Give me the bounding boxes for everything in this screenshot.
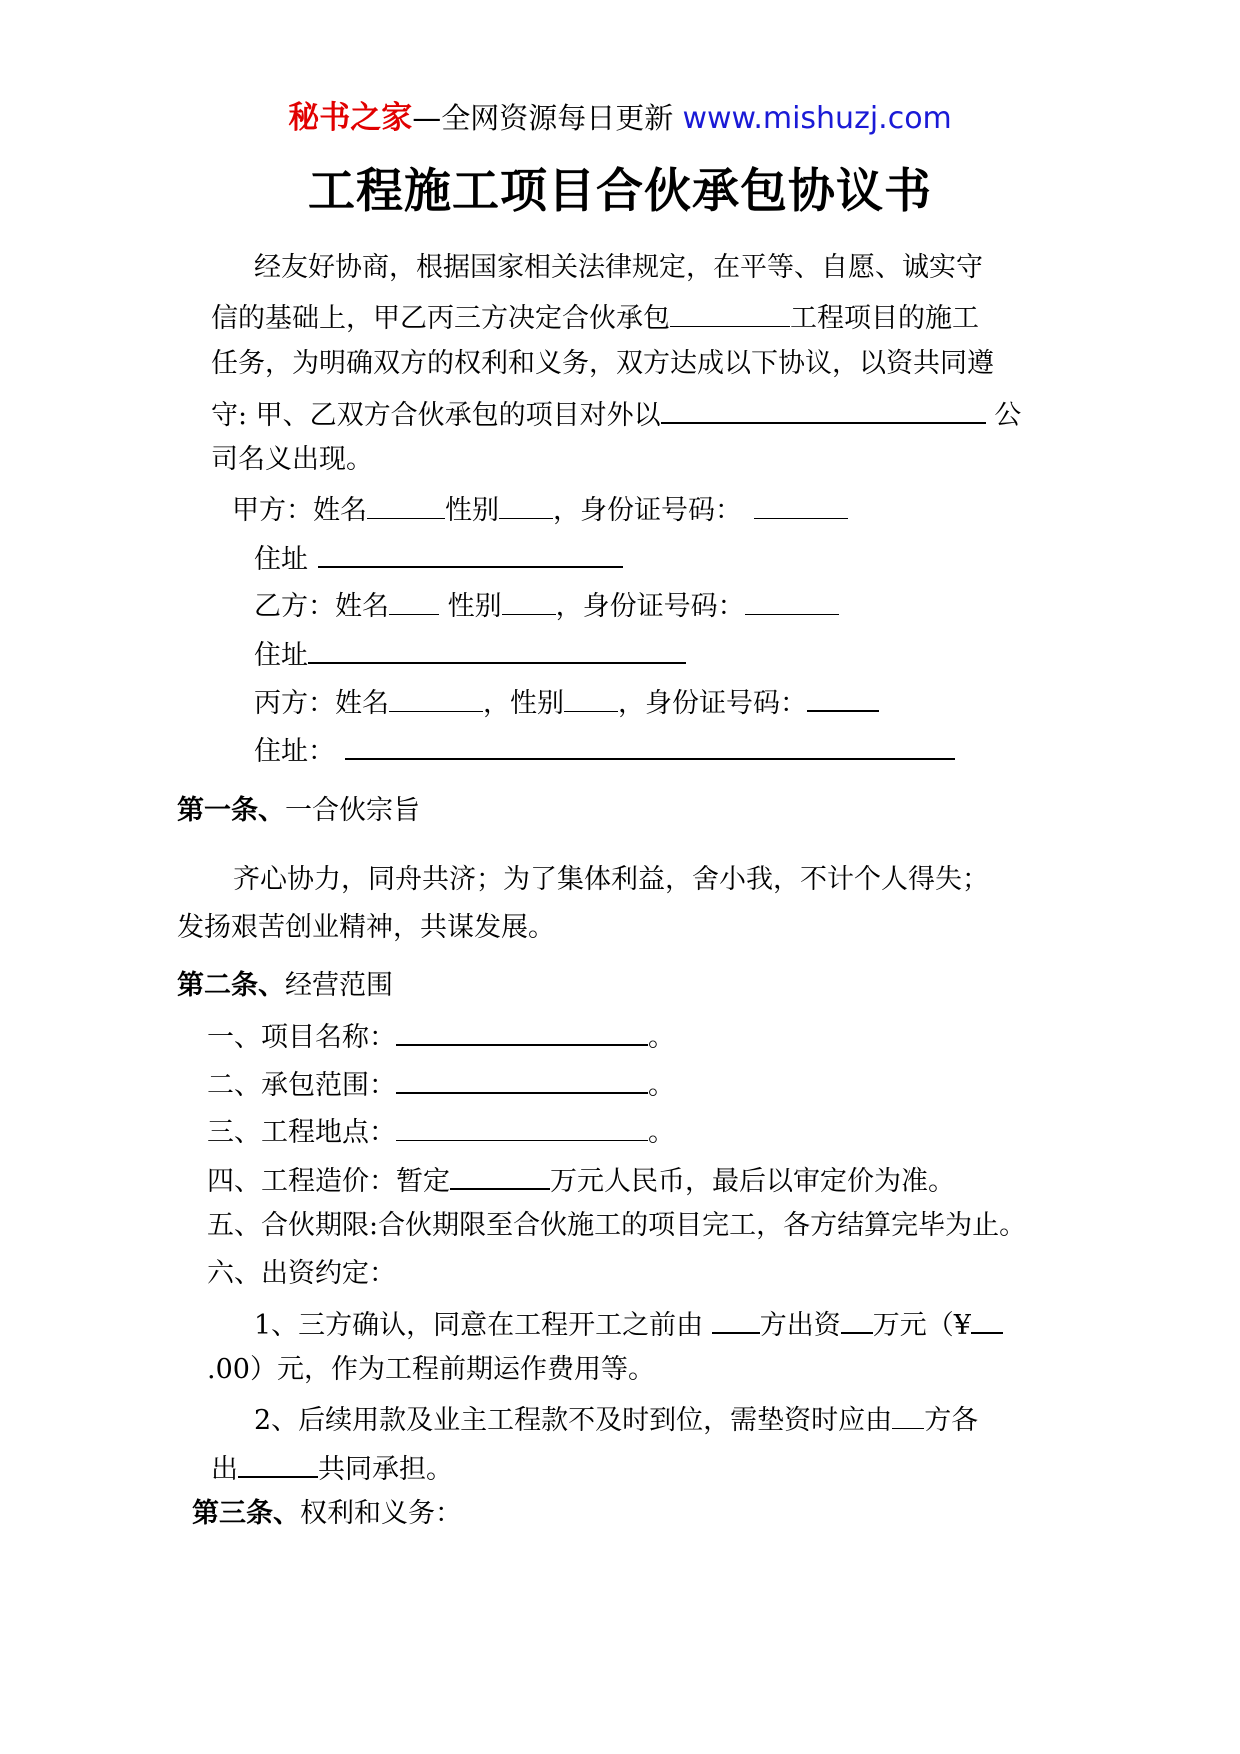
intro-text-4b: 公 [994, 400, 1022, 431]
party-a-address-label: 住址 [254, 544, 308, 575]
intro-text-2a: 信的基础上，甲乙丙三方决定合伙承包 [211, 303, 670, 334]
article-2-item-2 [207, 1062, 675, 1106]
project-name-label: 一、项目名称： [207, 1022, 396, 1053]
party-a-address-blank[interactable] [318, 536, 623, 568]
article-1-text-1: 齐心协力，同舟共济；为了集体利益，舍小我，不计个人得失； [233, 864, 989, 895]
party-a-line [232, 488, 848, 531]
intro-line-2 [211, 296, 979, 339]
document-title: 工程施工项目合伙承包协议书 [308, 164, 932, 219]
partnership-term-text: 五、合伙期限:合伙期限至合伙施工的项目完工，各方结算完毕为止。 [207, 1210, 1027, 1241]
sub-2-text-c: 出 [211, 1454, 238, 1485]
article-2-item-1 [207, 1014, 675, 1058]
article-3-heading [192, 1494, 462, 1534]
intro-text-3: 任务，为明确双方的权利和义务，双方达成以下协议，以资共同遵 [211, 348, 994, 379]
party-c-gender-label: ，性别 [483, 688, 564, 719]
funding-party-blank[interactable] [712, 1302, 760, 1334]
advance-party-blank[interactable] [892, 1398, 924, 1429]
party-b-address-label: 住址 [254, 640, 308, 671]
party-c-id-blank[interactable] [807, 680, 879, 712]
sub-1-text-c: 万元（¥ [872, 1310, 971, 1341]
party-c-id-label: ，身份证号码： [618, 688, 807, 719]
party-b-name-blank[interactable] [389, 584, 439, 615]
article-2-sub-1-cont [207, 1350, 655, 1390]
company-name-blank[interactable] [661, 392, 986, 424]
sub-2-text-d: 共同承担。 [318, 1454, 453, 1485]
intro-text-4a: 守: 甲、乙双方合伙承包的项目对外以 [211, 400, 661, 431]
intro-text-2b: 工程项目的施工 [790, 303, 979, 334]
party-a-id-label: ，身份证号码： [553, 495, 742, 526]
party-c-name-blank[interactable] [389, 681, 483, 712]
article-1-title: 一合伙宗旨 [285, 795, 420, 826]
party-a-name-blank[interactable] [367, 488, 445, 519]
article-2-item-4 [207, 1158, 955, 1202]
item-3-end: 。 [648, 1117, 675, 1148]
project-cost-label: 四、工程造价：暂定 [207, 1166, 450, 1197]
party-b-id-label: ，身份证号码： [555, 591, 745, 622]
intro-line-5 [211, 440, 373, 480]
article-3-number: 第三条、 [192, 1498, 300, 1529]
sub-2-text-a: 2、后续用款及业主工程款不及时到位，需垫资时应由 [254, 1405, 893, 1436]
sub-1-text-a: 1、三方确认，同意在工程开工之前由 [254, 1310, 712, 1341]
party-a-name-label: 甲方：姓名 [232, 495, 367, 526]
capital-agreement-label: 六、出资约定： [207, 1258, 396, 1289]
contract-scope-blank[interactable] [396, 1062, 648, 1094]
project-location-label: 三、工程地点： [207, 1117, 396, 1148]
party-c-address-blank[interactable] [345, 728, 955, 760]
article-3-title: 权利和义务： [300, 1498, 462, 1529]
article-2-number: 第二条、 [177, 970, 285, 1001]
project-cost-blank[interactable] [450, 1158, 550, 1190]
banner-url[interactable]: www.mishuzj.com [682, 101, 952, 136]
party-b-id-blank[interactable] [745, 584, 839, 615]
party-c-address-label: 住址： [254, 736, 335, 767]
sub-2-text-b: 方各 [924, 1405, 979, 1436]
party-b-address-line [254, 632, 686, 676]
project-title-blank[interactable] [396, 1014, 648, 1046]
sub-1-text-b: 方出资 [759, 1310, 841, 1341]
article-2-item-3 [207, 1110, 675, 1153]
intro-text-1: 经友好协商，根据国家相关法律规定，在平等、自愿、诚实守 [254, 252, 983, 283]
article-2-sub-2 [254, 1398, 978, 1441]
article-2-sub-1 [254, 1302, 1003, 1346]
party-c-name-label: 丙方：姓名 [254, 688, 389, 719]
intro-line-3 [211, 344, 994, 384]
banner-slogan: —全网资源每日更新 [412, 101, 674, 135]
party-b-name-label: 乙方：姓名 [254, 591, 389, 622]
site-banner [0, 98, 1240, 139]
funding-amount-blank[interactable] [841, 1302, 873, 1334]
party-c-address-line [254, 728, 955, 772]
party-a-gender-blank[interactable] [499, 488, 553, 519]
party-c-gender-blank[interactable] [564, 681, 618, 712]
article-2-sub-2-cont [211, 1446, 453, 1490]
article-1-text-2: 发扬艰苦创业精神，共谋发展。 [177, 912, 555, 943]
party-a-id-blank[interactable] [754, 488, 848, 519]
party-a-address-line [254, 536, 623, 580]
article-1-heading [177, 791, 420, 831]
item-2-end: 。 [648, 1070, 675, 1101]
intro-line-4 [211, 392, 1021, 436]
article-1-line-1 [233, 860, 989, 900]
article-2-heading [177, 966, 393, 1006]
article-2-item-5 [207, 1206, 1026, 1246]
project-cost-text: 万元人民币，最后以审定价为准。 [550, 1166, 955, 1197]
party-b-gender-label: 性别 [447, 591, 502, 622]
party-b-line [254, 584, 839, 627]
article-2-title: 经营范围 [285, 970, 393, 1001]
intro-line-1 [254, 248, 983, 288]
party-a-gender-label: 性别 [445, 495, 499, 526]
intro-text-5: 司名义出现。 [211, 444, 373, 475]
project-location-blank[interactable] [396, 1110, 648, 1141]
party-b-address-blank[interactable] [308, 632, 686, 664]
item-1-end: 。 [648, 1022, 675, 1053]
funding-yuan-blank[interactable] [971, 1302, 1003, 1334]
article-2-item-6 [207, 1254, 396, 1294]
contract-scope-label: 二、承包范围： [207, 1070, 396, 1101]
project-name-blank[interactable] [670, 296, 790, 327]
party-b-gender-blank[interactable] [502, 584, 556, 615]
sub-1-text-d: .00）元，作为工程前期运作费用等。 [207, 1354, 655, 1385]
party-c-line [254, 680, 879, 724]
article-1-number: 第一条、 [177, 795, 285, 826]
banner-brand: 秘书之家 [288, 100, 413, 136]
article-1-line-2 [177, 908, 555, 948]
advance-share-blank[interactable] [238, 1446, 318, 1478]
